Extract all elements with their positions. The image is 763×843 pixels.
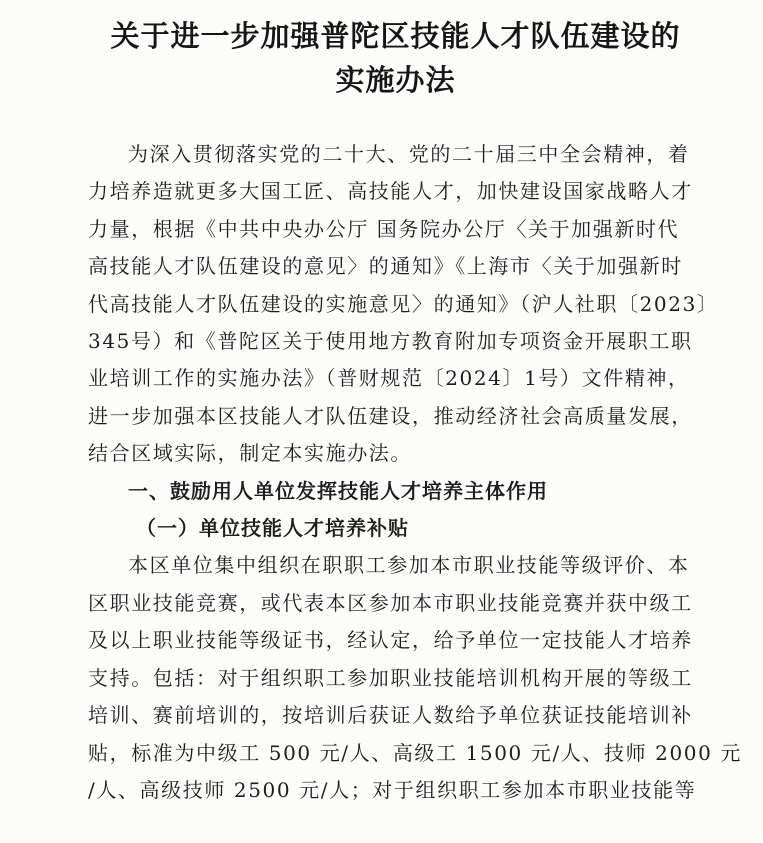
intro-line: 高技能人才队伍建设的意见〉的通知》《上海市〈关于加强新时	[88, 254, 683, 279]
document-body	[88, 136, 742, 809]
section-1-heading: 一、鼓励用人单位发挥技能人才培养主体作用	[128, 478, 548, 503]
intro-line: 业培训工作的实施办法》（普财规范〔2024〕1号）文件精神，	[88, 366, 690, 391]
body-line: 培训、赛前培训的，按培训后获证人数给予单位获证技能培训补	[88, 703, 693, 728]
intro-paragraph	[88, 136, 719, 473]
body-line: /人、高级技师 2500 元/人；对于组织职工参加本市职业技能等	[88, 777, 697, 802]
subsection-1-paragraph	[88, 547, 742, 809]
title-line-2: 实施办法	[335, 63, 456, 97]
intro-line: 力量，根据《中共中央办公厅 国务院办公厅〈关于加强新时代	[88, 216, 680, 241]
intro-line: 结合区域实际，制定本实施办法。	[88, 441, 412, 466]
body-line: 支持。包括：对于组织职工参加职业技能培训机构开展的等级工	[88, 665, 693, 690]
subsection-1-heading: （一）单位技能人才培养补贴	[136, 516, 409, 541]
intro-line: 为深入贯彻落实党的二十大、党的二十届三中全会精神，着	[128, 142, 690, 166]
intro-line: 力培养造就更多大国工匠、高技能人才，加快建设国家战略人才	[88, 179, 693, 204]
intro-line: 代高技能人才队伍建设的实施意见〉的通知》（沪人社职〔2023〕	[88, 291, 719, 316]
body-line: 本区单位集中组织在职职工参加本市职业技能等级评价、本	[128, 553, 690, 578]
body-line: 贴，标准为中级工 500 元/人、高级工 1500 元/人、技师 2000 元	[88, 740, 742, 765]
intro-line: 345号）和《普陀区关于使用地方教育附加专项资金开展职工职	[88, 329, 693, 354]
document-title	[78, 14, 713, 102]
title-line-1: 关于进一步加强普陀区技能人才队伍建设的	[110, 19, 681, 53]
intro-line: 进一步加强本区技能人才队伍建设，推动经济社会高质量发展，	[88, 403, 693, 428]
body-line: 区职业技能竞赛，或代表本区参加本市职业技能竞赛并获中级工	[88, 590, 693, 615]
body-line: 及以上职业技能等级证书，经认定，给予单位一定技能人才培养	[88, 628, 693, 653]
